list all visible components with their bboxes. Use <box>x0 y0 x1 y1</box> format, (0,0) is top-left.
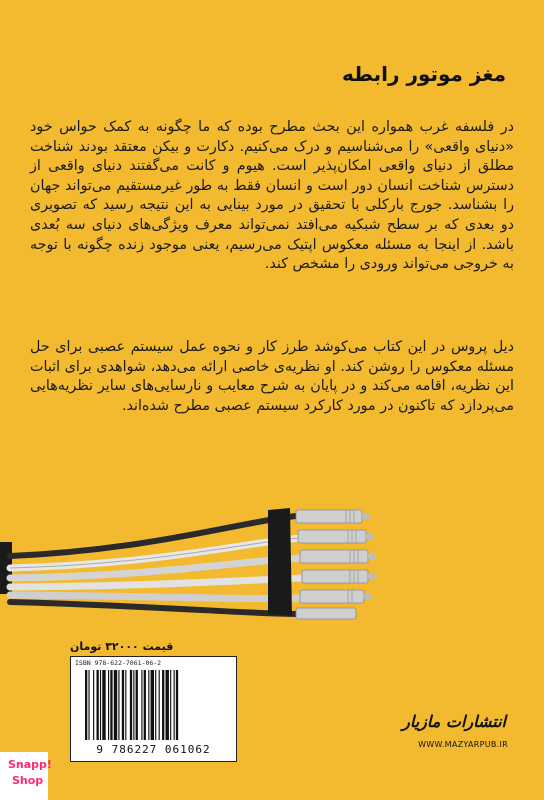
barcode-bar <box>159 670 160 740</box>
barcode-bar <box>125 670 126 740</box>
barcode-number: 9 786227 061062 <box>96 743 211 756</box>
barcode-bar <box>97 670 99 740</box>
barcode-bar <box>136 670 138 740</box>
barcode-bar <box>133 670 134 740</box>
barcode-bar <box>151 670 154 740</box>
barcode-bar <box>130 670 132 740</box>
badge-line-1: Snapp! <box>8 758 52 771</box>
barcode-bar <box>110 670 112 740</box>
barcode-bar <box>170 670 171 740</box>
paragraph-2: دیل پروس در این کتاب می‌کوشد طرز کار و نحوه عمل سیستم عصبی برای حل مسئله معکوس را روشن کند. او نظریه‌ی خاصی ارائه می‌دهد، شواهدی برای اثبات این نظریه، اقامه می‌کند و در پایان به شرح معایب و نارسایی‌های سایر نظریه‌هایی می‌پردازد که تاکنون در مورد کارکرد سیستم عصبی مطرح شده‌اند. <box>30 339 514 414</box>
barcode-box <box>70 656 237 762</box>
barcode-bar <box>155 670 156 740</box>
barcode-bar <box>166 670 169 740</box>
barcode-bar <box>102 670 105 740</box>
barcode-bar <box>114 670 117 740</box>
barcode-bar <box>141 670 142 740</box>
barcode-bar <box>85 670 87 740</box>
barcode-bar <box>174 670 175 740</box>
paragraph-1: در فلسفه غرب همواره این بحث مطرح بوده که ما چگونه به کمک حواس خود «دنیای واقعی» را می‌شناسیم و درک می‌کنیم. دکارت و بیکن معتقد بودند شناخت مطلق از دنیای واقعی امکان‌پذیر است. هیوم و کانت می‌گفتند دنیای واقعی از دسترس شناخت انسان دور است و انسان فقط به طور غیرمستقیم می‌تواند جهان را بشناسد. جورج بارکلی با تحقیق در مورد بینایی به این نتیجه رسید که تصویری دو بعدی که بر سطح شبکیه می‌افتد نمی‌تواند معرف ویژگی‌های دنیای سه بُعدی باشد. از اینجا به مسئله معکوس اپتیک می‌رسیم، یعنی موجود زنده چگونه با توجه به خروجی می‌تواند ورودی را مشخص کند. <box>30 119 514 273</box>
book-title: مغز موتور رابطه <box>341 62 506 86</box>
publisher-website: WWW.MAZYARPUB.IR <box>418 740 508 749</box>
barcode-bar <box>148 670 149 740</box>
cable-illustration <box>0 490 544 620</box>
publisher-logo: انتشارات مازیار <box>402 712 506 731</box>
barcode-bar <box>144 670 146 740</box>
barcode-icon <box>83 670 225 740</box>
barcode-bar <box>93 670 94 740</box>
barcode-bar <box>88 670 89 740</box>
barcode-bar <box>108 670 109 740</box>
snapp-shop-badge <box>0 752 52 800</box>
isbn-label: ISBN 978-622-7061-06-2 <box>75 659 162 667</box>
barcode-bar <box>118 670 119 740</box>
barcode-bar <box>100 670 101 740</box>
barcode-bar <box>162 670 164 740</box>
barcode-bar <box>176 670 178 740</box>
badge-line-2: Shop <box>12 774 44 787</box>
price-label: قیمت ۳۲۰۰۰ تومان <box>70 640 174 653</box>
barcode-bar <box>122 670 124 740</box>
